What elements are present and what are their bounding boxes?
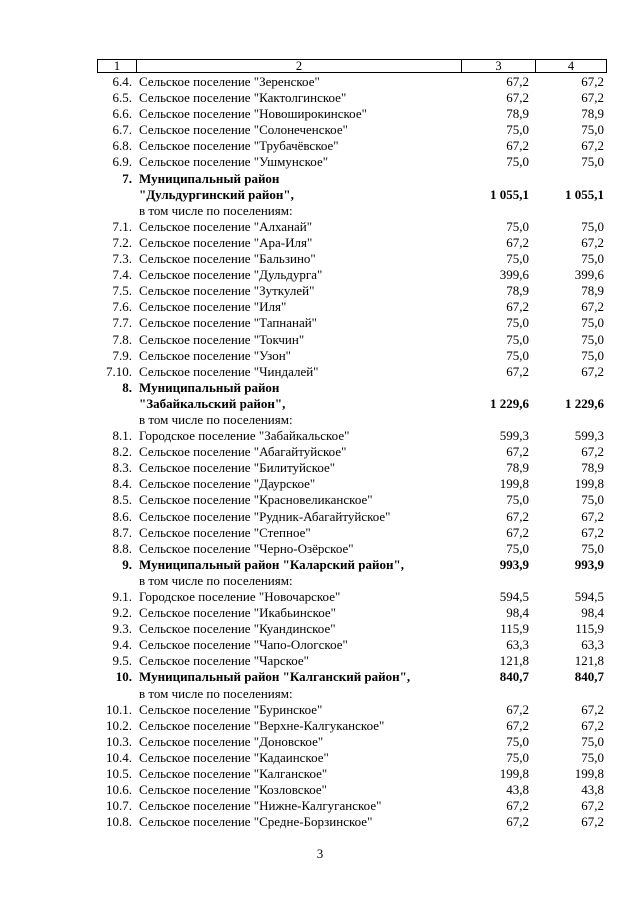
- row-number: 6.7.: [112, 122, 132, 138]
- row-value-col3: 75,0: [506, 347, 529, 363]
- row-name: Сельское поселение "Буринское": [139, 701, 323, 717]
- row-name: Сельское поселение "Чапо-Ологское": [139, 637, 348, 653]
- table-row: [97, 299, 607, 315]
- table-row: [97, 171, 607, 187]
- row-value-col3: 1 055,1: [490, 186, 529, 202]
- row-number: 8.3.: [112, 460, 132, 476]
- row-value-col4: 78,9: [581, 460, 604, 476]
- row-value-col3: 75,0: [506, 749, 529, 765]
- row-value-col4: 121,8: [574, 653, 604, 669]
- row-value-col4: 115,9: [575, 621, 604, 637]
- row-value-col4: 67,2: [581, 814, 604, 830]
- row-value-col4: 75,0: [581, 331, 604, 347]
- row-value-col4: 75,0: [581, 154, 604, 170]
- row-number: 7.5.: [112, 283, 132, 299]
- row-value-col3: 67,2: [506, 701, 529, 717]
- row-value-col4: 199,8: [574, 766, 604, 782]
- row-name: Сельское поселение "Иля": [139, 299, 287, 315]
- header-col-2: 2: [136, 60, 461, 72]
- row-number: 8.2.: [112, 444, 132, 460]
- row-value-col3: 121,8: [499, 653, 529, 669]
- row-value-col4: 599,3: [574, 428, 604, 444]
- row-value-col3: 840,7: [499, 669, 529, 685]
- table-row: [97, 138, 607, 154]
- row-value-col3: 199,8: [499, 476, 529, 492]
- row-value-col3: 75,0: [506, 492, 529, 508]
- row-name: Городское поселение "Новочарское": [139, 589, 341, 604]
- table-row: [97, 605, 607, 621]
- row-value-col3: 75,0: [506, 315, 529, 331]
- row-name: Сельское поселение "Дульдурга": [139, 267, 323, 283]
- row-name: Сельское поселение "Тапнанай": [139, 315, 317, 331]
- row-number: 7.9.: [112, 347, 132, 363]
- row-number: 9.: [122, 556, 132, 572]
- row-value-col4: 1 055,1: [565, 186, 604, 202]
- row-number: 8.: [122, 379, 132, 395]
- row-value-col3: 599,3: [499, 428, 529, 444]
- row-name: Сельское поселение "Козловское": [139, 782, 327, 798]
- row-name: в том числе по поселениям:: [139, 685, 293, 701]
- page-number: 3: [316, 846, 324, 861]
- row-number: 8.1.: [112, 428, 132, 444]
- row-value-col3: 67,2: [506, 138, 529, 154]
- table-row: [97, 444, 607, 460]
- table-row: [97, 396, 607, 412]
- row-name: Сельское поселение "Зуткулей": [139, 283, 315, 299]
- row-value-col4: 75,0: [581, 315, 604, 331]
- row-number: 8.8.: [112, 540, 132, 556]
- row-name: Сельское поселение "Рудник-Абагайтуйское": [139, 508, 391, 524]
- table-row: [97, 251, 607, 267]
- row-value-col4: 67,2: [581, 74, 604, 89]
- row-value-col4: 43,8: [581, 782, 604, 798]
- row-value-col3: 67,2: [506, 444, 529, 460]
- row-number: 10.6.: [106, 782, 132, 798]
- row-value-col3: 67,2: [506, 798, 529, 814]
- row-number: 7.3.: [112, 251, 132, 267]
- row-name: Сельское поселение "Новоширокинское": [139, 106, 367, 122]
- row-name: Муниципальный район "Каларский район",: [139, 556, 404, 572]
- table-row: [97, 750, 607, 766]
- row-value-col4: 840,7: [574, 669, 604, 685]
- table-row: [97, 814, 607, 830]
- table-row: [97, 219, 607, 235]
- header-col-1: 1: [113, 59, 121, 73]
- table-row: [97, 557, 607, 573]
- row-number: 10.8.: [106, 814, 132, 830]
- table-row: [97, 412, 607, 428]
- row-value-col4: 67,2: [581, 717, 604, 733]
- row-number: 8.6.: [112, 508, 132, 524]
- row-value-col3: 75,0: [506, 331, 529, 347]
- row-number: 9.1.: [112, 589, 132, 604]
- row-value-col4: 67,2: [581, 798, 604, 814]
- row-name: Сельское поселение "Алханай": [139, 218, 313, 234]
- table-row: [97, 90, 607, 106]
- row-name: Сельское поселение "Токчин": [139, 331, 305, 347]
- row-value-col4: 399,6: [574, 267, 604, 283]
- row-number: 7.7.: [112, 315, 132, 331]
- header-col-3: 3: [461, 60, 535, 72]
- row-value-col3: 993,9: [499, 556, 529, 572]
- row-name: в том числе по поселениям:: [139, 572, 293, 588]
- table-row: [97, 187, 607, 203]
- row-value-col3: 399,6: [499, 267, 529, 283]
- table-row: [97, 734, 607, 750]
- row-name: Сельское поселение "Верхне-Калгуканское": [139, 717, 385, 733]
- table-row: [97, 235, 607, 251]
- row-number: 10.: [115, 669, 132, 685]
- row-name: Сельское поселение "Чарское": [139, 653, 309, 669]
- table-row: [97, 702, 607, 718]
- row-value-col4: 67,2: [581, 138, 604, 154]
- row-value-col3: 67,2: [506, 363, 529, 379]
- row-name: Сельское поселение "Доновское": [139, 733, 324, 749]
- row-number: 6.4.: [112, 74, 132, 89]
- row-name: Сельское поселение "Трубачёвское": [139, 138, 339, 154]
- table-row: [97, 460, 607, 476]
- row-number: 6.8.: [112, 138, 132, 154]
- row-number: 10.2.: [106, 717, 132, 733]
- row-number: 9.3.: [112, 621, 132, 637]
- row-name: Сельское поселение "Абагайтуйское": [139, 444, 347, 460]
- row-number: 9.2.: [112, 605, 132, 621]
- row-value-col4: 75,0: [581, 749, 604, 765]
- row-value-col4: 199,8: [574, 476, 604, 492]
- row-value-col4: 63,3: [581, 637, 604, 653]
- table-header: [97, 59, 607, 73]
- row-name: Сельское поселение "Зеренское": [139, 74, 320, 89]
- row-name: Сельское поселение "Бальзино": [139, 251, 316, 267]
- row-name: Сельское поселение "Средне-Борзинское": [139, 814, 373, 830]
- row-number: 9.5.: [112, 653, 132, 669]
- row-value-col3: 67,2: [506, 814, 529, 830]
- row-value-col4: 1 229,6: [565, 395, 604, 411]
- row-value-col3: 75,0: [506, 251, 529, 267]
- row-value-col4: 75,0: [581, 218, 604, 234]
- row-value-col4: 98,4: [581, 605, 604, 621]
- row-name: Сельское поселение "Степное": [139, 524, 311, 540]
- row-name: Сельское поселение "Калганское": [139, 766, 328, 782]
- row-number: 8.5.: [112, 492, 132, 508]
- row-number: 6.6.: [112, 106, 132, 122]
- row-name: Сельское поселение "Узон": [139, 347, 291, 363]
- row-value-col3: 67,2: [506, 299, 529, 315]
- row-number: 10.7.: [106, 798, 132, 814]
- row-value-col4: 67,2: [581, 508, 604, 524]
- row-value-col3: 43,8: [506, 782, 529, 798]
- row-value-col4: 75,0: [581, 492, 604, 508]
- row-name: Сельское поселение "Даурское": [139, 476, 316, 492]
- row-number: 7.8.: [112, 331, 132, 347]
- row-name: в том числе по поселениям:: [139, 411, 293, 427]
- row-value-col4: 67,2: [581, 701, 604, 717]
- row-value-col4: 78,9: [581, 283, 604, 299]
- table-row: [97, 283, 607, 299]
- row-name: Городское поселение "Забайкальское": [139, 428, 350, 444]
- row-value-col3: 78,9: [506, 283, 529, 299]
- row-value-col3: 75,0: [506, 154, 529, 170]
- table-row: [97, 686, 607, 702]
- row-value-col4: 75,0: [581, 733, 604, 749]
- row-value-col3: 67,2: [506, 74, 529, 89]
- table-body: [97, 74, 607, 830]
- table-row: [97, 669, 607, 685]
- row-number: 8.4.: [112, 476, 132, 492]
- table-row: [97, 154, 607, 170]
- row-value-col3: 63,3: [506, 637, 529, 653]
- table-row: [97, 509, 607, 525]
- row-value-col3: 75,0: [506, 122, 529, 138]
- row-value-col3: 115,9: [500, 621, 529, 637]
- row-value-col4: 993,9: [574, 556, 604, 572]
- row-name: Муниципальный район: [139, 170, 280, 186]
- row-number: 10.4.: [106, 749, 132, 765]
- row-value-col4: 75,0: [581, 122, 604, 138]
- table-row: [97, 428, 607, 444]
- row-name: Сельское поселение "Куандинское": [139, 621, 336, 637]
- table-row: [97, 74, 607, 90]
- row-value-col3: 67,2: [506, 717, 529, 733]
- row-name: Сельское поселение "Нижне-Калгуганское": [139, 798, 382, 814]
- table-row: [97, 364, 607, 380]
- row-value-col4: 78,9: [581, 106, 604, 122]
- table-row: [97, 621, 607, 637]
- row-number: 6.9.: [112, 154, 132, 170]
- row-value-col3: 67,2: [506, 234, 529, 250]
- row-value-col4: 67,2: [581, 524, 604, 540]
- row-name: "Дульдургинский район",: [139, 186, 294, 202]
- row-number: 10.5.: [106, 766, 132, 782]
- table-row: [97, 332, 607, 348]
- row-name: Сельское поселение "Кадаинское": [139, 749, 329, 765]
- row-name: Сельское поселение "Красновеликанское": [139, 492, 373, 508]
- row-name: "Забайкальский район",: [139, 395, 286, 411]
- row-name: Сельское поселение "Ара-Иля": [139, 234, 313, 250]
- table-row: [97, 348, 607, 364]
- row-value-col4: 75,0: [581, 540, 604, 556]
- table-row: [97, 476, 607, 492]
- row-value-col3: 67,2: [506, 90, 529, 106]
- row-value-col3: 67,2: [506, 524, 529, 540]
- row-value-col3: 78,9: [506, 460, 529, 476]
- row-value-col4: 67,2: [581, 363, 604, 379]
- row-value-col3: 75,0: [506, 540, 529, 556]
- table-row: [97, 492, 607, 508]
- row-value-col4: 594,5: [574, 589, 604, 604]
- row-value-col3: 594,5: [499, 589, 529, 604]
- row-number: 7.2.: [112, 234, 132, 250]
- table-row: [97, 798, 607, 814]
- table-row: [97, 380, 607, 396]
- table-row: [97, 122, 607, 138]
- row-value-col3: 75,0: [506, 733, 529, 749]
- header-col-4: 4: [535, 60, 606, 72]
- table-row: [97, 541, 607, 557]
- row-value-col3: 1 229,6: [490, 395, 529, 411]
- table-row: [97, 589, 607, 605]
- table-row: [97, 782, 607, 798]
- row-name: Сельское поселение "Черно-Озёрское": [139, 540, 354, 556]
- row-value-col4: 75,0: [581, 251, 604, 267]
- table-row: [97, 267, 607, 283]
- table-row: [97, 653, 607, 669]
- row-value-col3: 67,2: [506, 508, 529, 524]
- table-row: [97, 203, 607, 219]
- row-name: Сельское поселение "Ушмунское": [139, 154, 329, 170]
- row-value-col3: 199,8: [499, 766, 529, 782]
- row-value-col4: 67,2: [581, 90, 604, 106]
- row-number: 7.6.: [112, 299, 132, 315]
- row-number: 7.4.: [112, 267, 132, 283]
- row-number: 6.5.: [112, 90, 132, 106]
- row-number: 7.1.: [112, 218, 132, 234]
- row-value-col4: 67,2: [581, 234, 604, 250]
- row-number: 7.: [122, 170, 132, 186]
- row-value-col4: 75,0: [581, 347, 604, 363]
- table-row: [97, 718, 607, 734]
- row-value-col3: 78,9: [506, 106, 529, 122]
- row-number: 10.1.: [106, 701, 132, 717]
- row-name: Сельское поселение "Солонеченское": [139, 122, 348, 138]
- table-row: [97, 766, 607, 782]
- row-number: 9.4.: [112, 637, 132, 653]
- row-value-col4: 67,2: [581, 299, 604, 315]
- table-row: [97, 106, 607, 122]
- row-name: в том числе по поселениям:: [139, 202, 293, 218]
- row-name: Сельское поселение "Кактолгинское": [139, 90, 347, 106]
- row-name: Муниципальный район "Калганский район",: [139, 669, 411, 685]
- row-number: 8.7.: [112, 524, 132, 540]
- row-number: 7.10.: [106, 363, 132, 379]
- table-row: [97, 315, 607, 331]
- row-value-col4: 67,2: [581, 444, 604, 460]
- row-name: Сельское поселение "Билитуйское": [139, 460, 336, 476]
- row-value-col3: 98,4: [506, 605, 529, 621]
- row-name: Сельское поселение "Чиндалей": [139, 363, 319, 379]
- row-name: Муниципальный район: [139, 379, 280, 395]
- table-row: [97, 637, 607, 653]
- row-number: 10.3.: [106, 733, 132, 749]
- table-row: [97, 525, 607, 541]
- row-value-col3: 75,0: [506, 218, 529, 234]
- row-name: Сельское поселение "Икабьинское": [139, 605, 336, 621]
- table-row: [97, 573, 607, 589]
